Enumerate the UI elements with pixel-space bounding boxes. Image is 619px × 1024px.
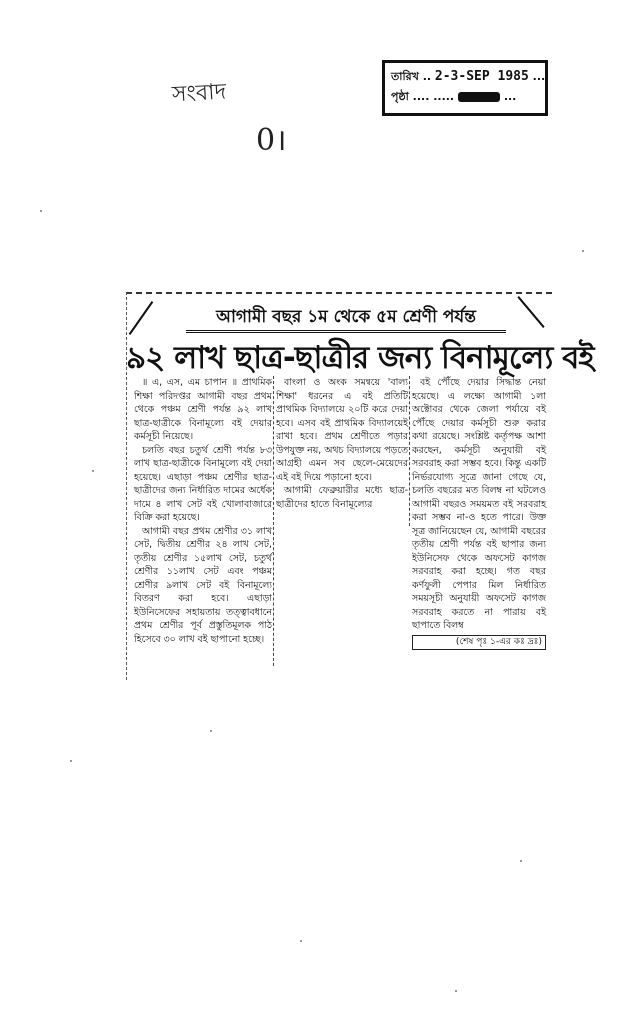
article-column-1 [134,376,272,646]
stamp-date-row: তারিখ .. 2-3-SEP 1985 ... [391,69,546,84]
article-headline: ৯২ লাখ ছাত্র-ছাত্রীর জন্য বিনামূল্যে বই [126,340,594,376]
scan-speck [455,990,457,992]
article-column-2 [276,376,408,511]
article-kicker: আগামী বছর ১ম থেকে ৫ম শ্রেণী পর্যন্ত [186,304,506,333]
article-column-3 [412,376,546,650]
column-divider [273,376,275,666]
handwritten-page-number: 0। [256,123,287,158]
article-paragraph: চলতি বছর চতুর্থ শ্রেণী পর্যন্ত ৮৩ লাখ ছাত্র-ছাত্রীকে বিনামূল্যে বই দেয়া হয়েছে। এছাড়া পঞ্চম শ্রেণীর ছাত্র-ছাত্রীদের জন্য নির্ধারিত দামের অর্ধেক দামে ৪ লাখ সেট বই খোলাবাজারে বিক্রি করা হয়েছে। [134,444,272,523]
scan-speck [92,470,94,472]
stamp-page-row: পৃষ্ঠা .... ..... ... [391,90,517,103]
continuation-reference: (শেষ পৃঃ ১-এর কঃ দ্রঃ) [412,635,546,651]
scan-speck [582,250,584,252]
column-divider [409,376,411,526]
scan-speck [300,940,302,942]
scan-speck [520,860,522,862]
article-paragraph: আগামী বছর প্রথম শ্রেণীর ৩১ লাখ সেট, দ্বিতীয় শ্রেণীর ২৪ লাখ সেট, তৃতীয় শ্রেণীর ১৫লাখ সেট, চতুর্থ শ্রেণীর ১১লাখ সেট এবং পঞ্চম শ্রেণীর ৯লাখ সেট বই বিনামূল্যে বিতরণ করা হবে। এছাড়া ইউনিসেফের সহায়তায় তত্ত্বাবধানে প্রথম শ্রেণীর পূর্ব প্রস্তুতিমূলক পাঠ হিসেবে ৩০ লাখ বই ছাপানো হচ্ছে। [134,525,272,645]
stamp-date-value: 2-3-SEP 1985 [434,69,529,84]
article-paragraph: আগামী ফেব্রুয়ারীর মধ্যে ছাত্র-ছাত্রীদের হাতে বিনামূল্যের [276,485,408,510]
newspaper-clipping [126,292,594,680]
stamp-page-label: পৃষ্ঠা [391,90,409,103]
scan-speck [40,210,42,212]
handwritten-source-label: সংবাদ [171,79,227,108]
date-stamp [382,60,548,116]
article-paragraph: ॥ এ, এস, এম চাপান ॥ প্রাথমিক শিক্ষা পরিদপ্তর আগামী বছর প্রথম থেকে পঞ্চম শ্রেণী পর্যন্ত ৯২ লাখ ছাত্র-ছাত্রীকে বিনামূল্যে বই দেয়ার কর্মসূচী নিয়েছে। [134,377,272,442]
stamp-date-label: তারিখ [391,70,419,83]
article-paragraph: বাংলা ও অংক সমন্বয়ে 'বাল্য শিক্ষা' ধরনের এ বই প্রতিটি প্রাথমিক বিদ্যালয়ে ২০টি করে দেয়া হবে। এসব বই প্রাথমিক বিদ্যালয়েই রাখা হবে। প্রথম শ্রেণীতে পড়ার উপযুক্ত নয়, অথচ বিদ্যালয়ে পড়তে আগ্রহী এমন সব ছেলে-মেয়েদের এই বই দিয়ে পড়ানো হবে। [276,377,408,483]
scan-speck [210,730,212,732]
article-paragraph: বই পৌঁছে দেয়ার সিদ্ধান্ত নেয়া হয়েছে। এ লক্ষ্যে আগামী ১লা অক্টোবর থেকে জেলা পর্যায়ে বই পৌঁছে দেয়ার কর্মসূচী শুরু করার কথা রয়েছে। সংশ্লিষ্ট কর্তৃপক্ষ আশা করছেন, কর্মসূচী অনুযায়ী বই সরবরাহ করা সম্ভব হবে। কিন্তু একটি নির্ভরযোগ্য সূত্রে জানা গেছে যে, চলতি বছরের মত বিলম্ব না ঘটলেও আগামী বছরও সময়মত বই সরবরাহ করা সম্ভব না-ও হতে পারে। উক্ত সূত্র জানিয়েছেন যে, আগামী বছরের তৃতীয় শ্রেণী পর্যন্ত বই ছাপার জন্য ইউনিসেফ থেকে অফসেট কাগজ সরবরাহ করা হচ্ছে। গত বছর কর্ণফুলী পেপার মিল নির্ধারিত সময়সূচী অনুযায়ী অফসেট কাগজ সরবরাহ করতে না পারায় বই ছাপাতে বিলম্ব [412,377,546,631]
scan-speck [70,760,72,762]
redaction-mark [458,92,500,102]
